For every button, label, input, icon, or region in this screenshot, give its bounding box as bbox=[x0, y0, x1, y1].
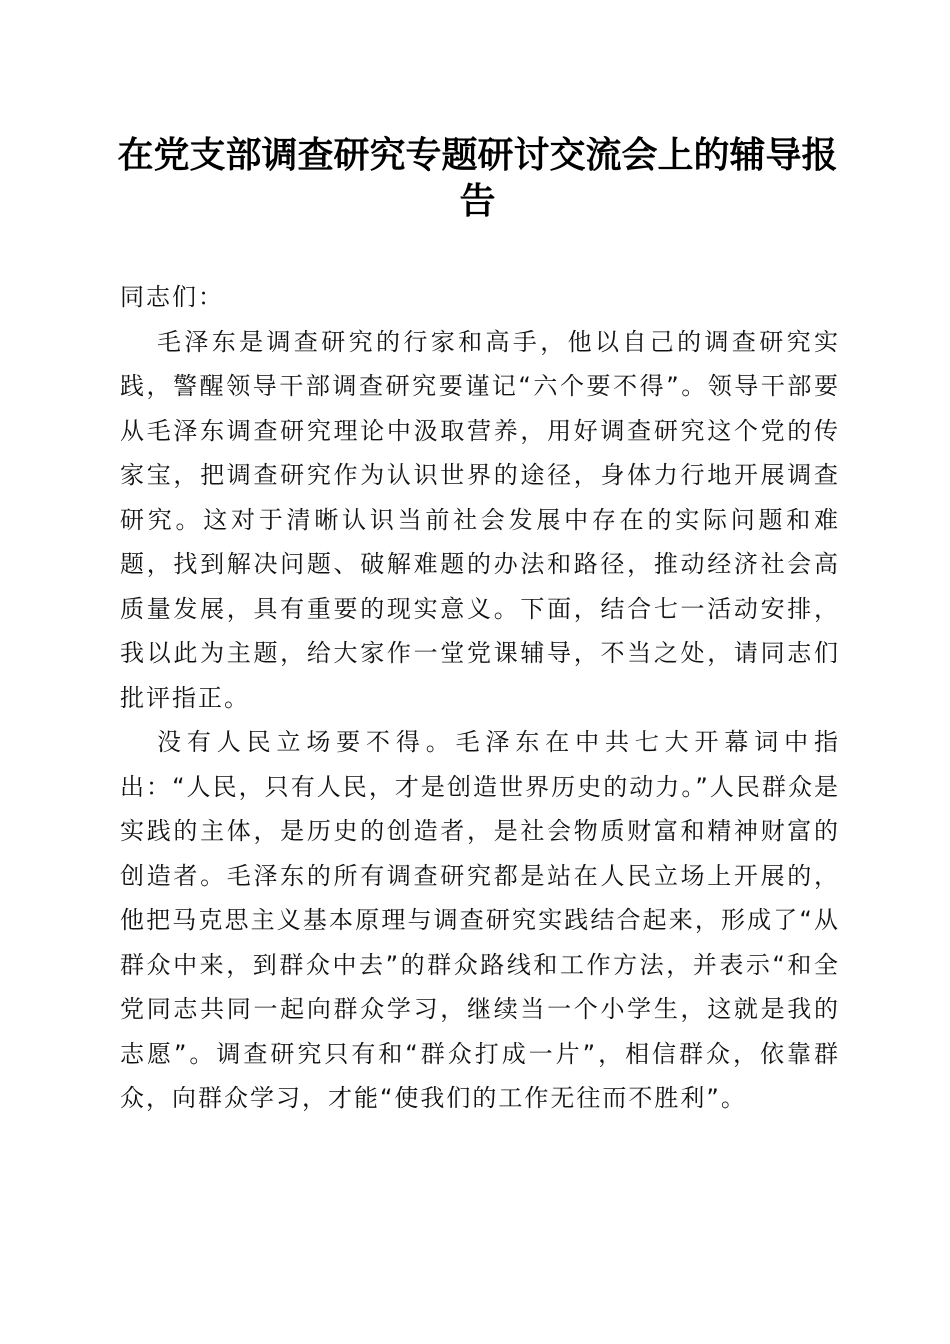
paragraph-people-stance: 没有人民立场要不得。毛泽东在中共七大开幕词中指出：“人民，只有人民，才是创造世界历史的动力。”人民群众是实践的主体，是历史的创造者，是社会物质财富和精神财富的创造者。毛泽东的所有调查研究都是站在人民立场上开展的，他把马克思主义基本原理与调查研究实践结合起来，形成了“从群众中来，到群众中去”的群众路线和工作方法，并表示“和全党同志共同一起向群众学习，继续当一个小学生，这就是我的志愿”。调查研究只有和“群众打成一片”，相信群众，依靠群众，向群众学习，才能“使我们的工作无往而不胜利”。 bbox=[120, 728, 840, 1112]
document-body bbox=[120, 275, 840, 1121]
paragraph-intro: 毛泽东是调查研究的行家和高手，他以自己的调查研究实践，警醒领导干部调查研究要谨记“六个要不得”。领导干部要从毛泽东调查研究理论中汲取营养，用好调查研究这个党的传家宝，把调查研究作为认识世界的途径，身体力行地开展调查研究。这对于清晰认识当前社会发展中存在的实际问题和难题，找到解决问题、破解难题的办法和路径，推动经济社会高质量发展，具有重要的现实意义。下面，结合七一活动安排，我以此为主题，给大家作一堂党课辅导，不当之处，请同志们批评指正。 bbox=[120, 327, 840, 712]
document-title: 在党支部调查研究专题研讨交流会上的辅导报告 bbox=[117, 134, 838, 222]
salutation: 同志们： bbox=[120, 283, 224, 311]
